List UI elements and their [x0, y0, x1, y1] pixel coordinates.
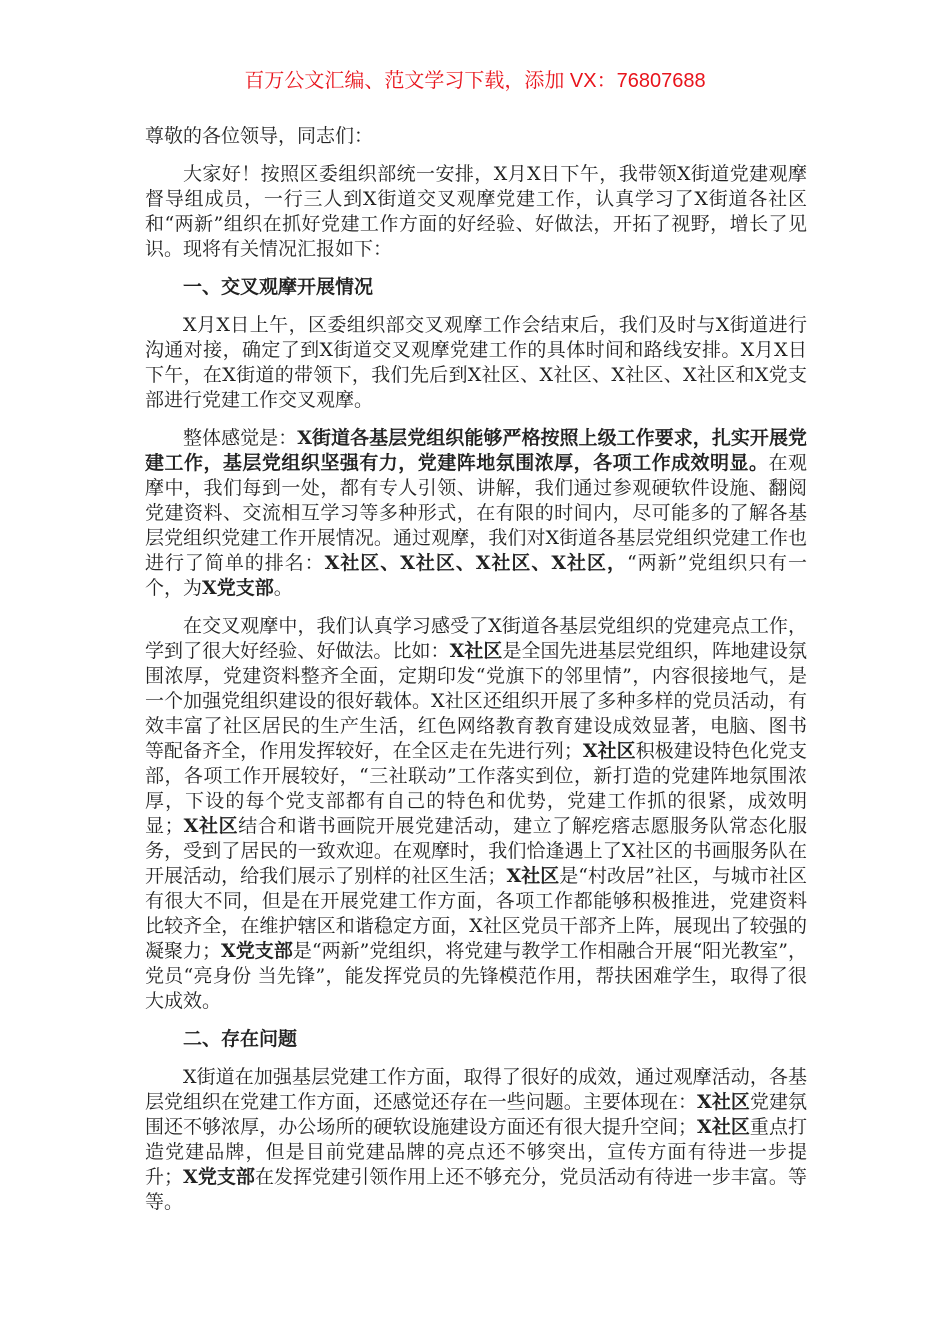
salutation: [145, 124, 807, 149]
text-run: 是“村改居”社区，与城市社区有很大不同，但是在开展党建工作方面，各项工作都能够积极推进，党建资料比较齐全，在维护辖区和谐稳定方面，X社区党员干部齐上阵，展现出了较强的凝聚力；: [145, 865, 807, 962]
bold-text: X社区、X社区、X社区、X社区，: [324, 552, 627, 574]
bold-text: X党支部: [183, 1166, 255, 1188]
paragraph: [145, 313, 807, 413]
bold-text: X社区: [449, 640, 503, 662]
paragraph: [145, 162, 807, 262]
text-run: 积极建设特色化党支部，各项工作开展较好，“三社联动”工作落实到位，新打造的党建阵地氛围浓厚，下设的每个党支部都有自己的特色和优势，党建工作抓的很紧，成效明显；: [145, 740, 807, 837]
bold-text: X社区: [582, 740, 636, 762]
document-body: [145, 124, 807, 1228]
paragraph: [145, 1065, 807, 1215]
bold-text: 一、交叉观摩开展情况: [183, 276, 374, 298]
bold-text: X街道各基层党组织能够严格按照上级工作要求，扎实开展党建工作，基层党组织坚强有力，党建阵地氛围浓厚，各项工作成效明显。: [145, 427, 807, 474]
bold-text: 二、存在问题: [183, 1028, 298, 1050]
bold-text: X社区: [506, 865, 560, 887]
section-heading: [145, 1027, 807, 1052]
text-run: 在发挥党建引领作用上还不够充分，党员活动有待进一步丰富。等等。: [145, 1166, 807, 1213]
text-run: 大家好！按照区委组织部统一安排，X月X日下午，我带领X街道党建观摩督导组成员，一行三人到X街道交叉观摩党建工作，认真学习了X街道各社区和“两新”组织在抓好党建工作方面的好经验、好做法，开拓了视野，增长了见识。现将有关情况汇报如下：: [145, 163, 807, 260]
text-run: 是“两新”党组织，将党建与教学工作相融合开展“阳光教室”，党员“亮身份 当先锋”，能发挥党员的先锋模范作用，帮扶困难学生，取得了很大成效。: [145, 940, 807, 1012]
text-run: 党建氛围还不够浓厚，办公场所的硬软设施建设方面还有很大提升空间；: [145, 1091, 807, 1138]
text-run: 结合和谐书画院开展党建活动，建立了解疙瘩志愿服务队常态化服务，受到了居民的一致欢迎。在观摩时，我们恰逢遇上了X社区的书画服务队在开展活动，给我们展示了别样的社区生活；: [145, 815, 807, 887]
text-run: “两新”党组织只有一个，为: [145, 552, 807, 599]
paragraph: [145, 614, 807, 1014]
watermark-banner: 百万公文汇编、范文学习下载，添加 VX：76807688: [244, 70, 706, 92]
text-run: 是全国先进基层党组织，阵地建设氛围浓厚，党建资料整齐全面，定期印发“党旗下的邻里情”，内容很接地气，是一个加强党组织建设的很好载体。X社区还组织开展了多种多样的党员活动，有效丰富了社区居民的生产生活，红色网络教育教育建设成效显著，电脑、图书等配备齐全，作用发挥较好，在全区走在先进行列；: [145, 640, 807, 762]
text-run: 尊敬的各位领导，同志们：: [145, 125, 374, 147]
text-run: 整体感觉是：: [183, 427, 298, 449]
paragraph: [145, 426, 807, 601]
bold-text: X社区: [697, 1091, 750, 1113]
bold-text: X社区: [697, 1116, 750, 1138]
bold-text: X党支部: [221, 940, 293, 962]
text-run: 在观摩中，我们每到一处，都有专人引领、讲解，我们通过参观硬软件设施、翻阅党建资料、交流相互学习等多种形式，在有限的时间内，尽可能多的了解各基层党组织党建工作开展情况。通过观摩，我们对X街道各基层党组织党建工作也进行了简单的排名：: [145, 452, 807, 574]
text-run: 。: [273, 577, 293, 599]
text-run: X月X日上午，区委组织部交叉观摩工作会结束后，我们及时与X街道进行沟通对接，确定了到X街道交叉观摩党建工作的具体时间和路线安排。X月X日下午，在X街道的带领下，我们先后到X社区、X社区、X社区、X社区和X党支部进行党建工作交叉观摩。: [145, 314, 807, 411]
bold-text: X社区: [183, 815, 239, 837]
section-heading: [145, 275, 807, 300]
bold-text: X党支部: [202, 577, 274, 599]
text-run: 重点打造党建品牌，但是目前党建品牌的亮点还不够突出，宣传方面有待进一步提升；: [145, 1116, 807, 1188]
text-run: 在交叉观摩中，我们认真学习感受了X街道各基层党组织的党建亮点工作，学到了很大好经验、好做法。比如：: [145, 615, 807, 662]
text-run: X街道在加强基层党建工作方面，取得了很好的成效，通过观摩活动，各基层党组织在党建工作方面，还感觉还存在一些问题。主要体现在：: [145, 1066, 807, 1113]
